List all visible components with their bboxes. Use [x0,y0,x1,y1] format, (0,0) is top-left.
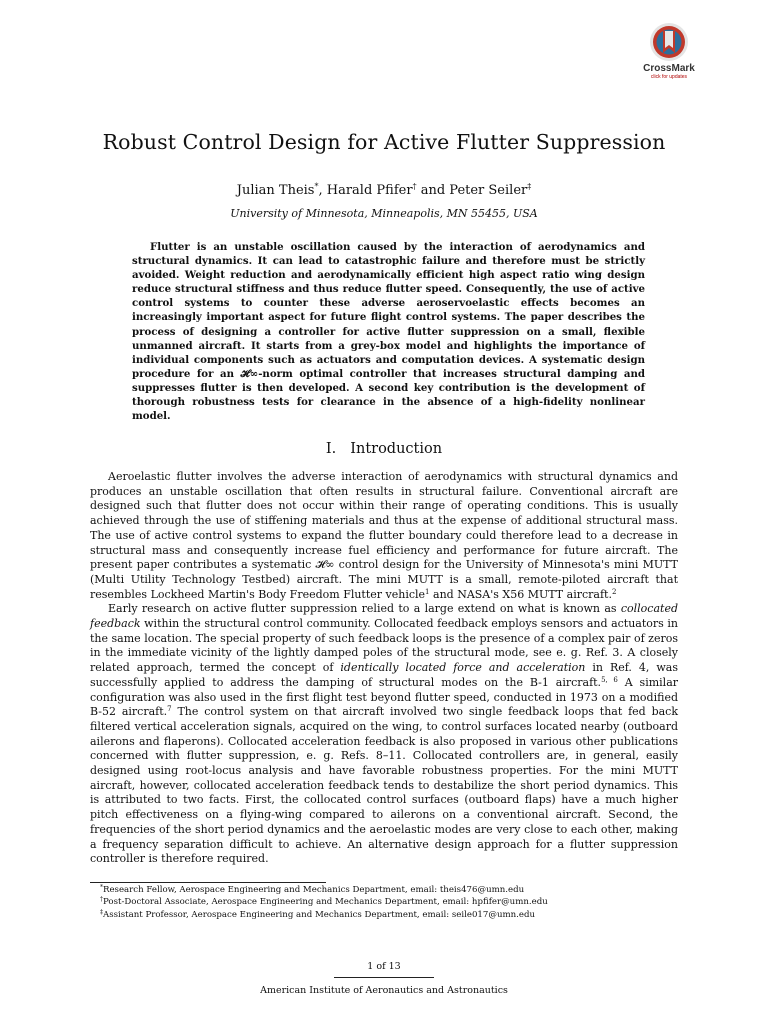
citation[interactable]: 2 [611,587,617,596]
author-name: Harald Pfifer [326,183,413,198]
paragraph [90,470,678,602]
paragraph [90,602,678,867]
section-heading [0,441,768,457]
footnote [100,884,660,896]
footnote-text: Research Fellow, Aerospace Engineering and Mechanics Department, email: theis476@umn.edu [103,885,525,895]
page-number: 1 of 13 [367,961,401,972]
crossmark-badge[interactable] [636,22,702,80]
citation[interactable]: 1 [425,587,430,596]
footnote-mark: * [100,884,103,891]
author-name: Julian Theis [236,183,315,198]
abstract: Flutter is an unstable oscillation caused by the interaction of aerodynamics and structural dynamics. It can lead to catastrophic failure and therefore must be strictly avoided. Weight reduction and aerodynamically efficient high aspect ratio wing design reduce structural stiffness and thus reduce flutter speed. Consequently, the use of active control systems to counter these adverse aeroservoelastic effects becomes an increasingly important aspect for future flight control systems. The paper describes the process of designing a controller for active flutter suppression on a small, flexible unmanned aircraft. It starts from a grey-box model and highlights the importance of individual components such as actuators and computation devices. A systematic design procedure for an 𝓗∞-norm optimal controller that increases structural damping and suppresses flutter is then developed. A second key contribution is the development of thorough robustness tests for clearance in the absence of a high-fidelity nonlinear model. [132,241,645,423]
footnote-divider [90,882,326,883]
text-run: The control system on that aircraft involved two single feedback loops that fed back filtered vertical acceleration signals, acquired on the wing, to control surfaces located nearby (outboard ailerons and flaperons). Collocated acceleration feedback is also proposed in various other publications concerned with flutter suppression, e. g. Refs. 8–11. Collocated controllers are, in general, easily designed using root-locus analysis and have favorable robustness properties. For the mini MUTT aircraft, however, collocated acceleration feedback tends to destabilize the short period dynamics. This is attributed to two facts. First, the collocated control surfaces (outboard flaps) have a much higher pitch effectiveness on a flying-wing compared to ailerons on a conventional aircraft. Second, the frequencies of the short period dynamics and the aeroelastic modes are very close to each other, making a frequency separation difficult to achieve. An alternative design approach for a flutter suppression controller is therefore required. [90,705,678,866]
emphasized-term: identically located force and acceleration [340,661,586,675]
paper-title: Robust Control Design for Active Flutter Suppression [102,130,666,154]
footnote [100,896,660,908]
emphasized-term: collocated feedback [90,602,678,631]
footnote-mark: ‡ [527,182,532,191]
citation[interactable]: 5, 6 [601,675,618,684]
publisher-footer: American Institute of Aeronautics and Astronautics [260,985,508,996]
page-footer-divider [334,977,434,978]
footnotes [100,884,660,921]
text-run: and NASA's X56 MUTT aircraft. [429,587,612,601]
text-run: in Ref. 4, was successfully applied to address the damping of structural modes on the B-1 aircraft. [90,661,678,689]
text-run: A similar configuration was also used in the first flight test beyond flutter speed, conducted in 1973 on a modified B-52 aircraft. [90,675,679,719]
author-separator: and [416,183,450,198]
author-name: Peter Seiler [449,183,528,198]
footnote [100,909,660,921]
section-title: Introduction [350,441,443,457]
citation[interactable]: 7 [167,705,172,714]
footnote-mark: ‡ [100,908,103,916]
text-run: Early research on active flutter suppression relied to a large extend on what is known as [108,602,621,616]
text-run: Aeroelastic flutter involves the adverse interaction of aerodynamics with structural dynamics and produces an unstable oscillation that often results in structural failure. Conventional aircraft are designed such that flutter does not occur within their range of operating conditions. This is usually achieved through the use of stiffening materials and thus at the expense of additional structural mass. The use of active control systems to expand the flutter boundary could therefore lead to a decrease in structural mass and consequently increase fuel efficiency and performance for future aircraft. The present paper contributes a systematic 𝓗∞ control design for the University of Minnesota's mini MUTT (Multi Utility Technology Testbed) aircraft. The mini MUTT is a small, remote-piloted aircraft that resembles Lockheed Martin's Body Freedom Flutter vehicle [90,470,678,601]
footnote-mark: * [314,182,319,191]
author-separator: , [318,183,327,198]
section-number: I. [325,441,337,457]
text-run: within the structural control community. Collocated feedback employs sensors and actuators in the same location. The special property of such feedback loops is the presence of a complex pair of zeros in the immediate vicinity of the lightly damped poles of the structural mode, see e. g. Ref. 3. A closely related approach, termed the concept of [90,617,678,675]
body-text [90,470,678,867]
footnote-text: Assistant Professor, Aerospace Engineering and Mechanics Department, email: seile017@umn.edu [103,909,536,920]
footnote-mark: † [412,182,417,191]
affiliation: University of Minnesota, Minneapolis, MN 55455, USA [230,207,538,220]
crossmark-label: CrossMark [643,63,695,74]
author-list [0,183,768,198]
crossmark-icon [649,22,689,62]
footnote-mark: † [100,896,103,904]
crossmark-sublabel: click for updates [650,74,688,80]
footnote-text: Post-Doctoral Associate, Aerospace Engineering and Mechanics Department, email: hpfifer@umn.edu [103,897,548,908]
